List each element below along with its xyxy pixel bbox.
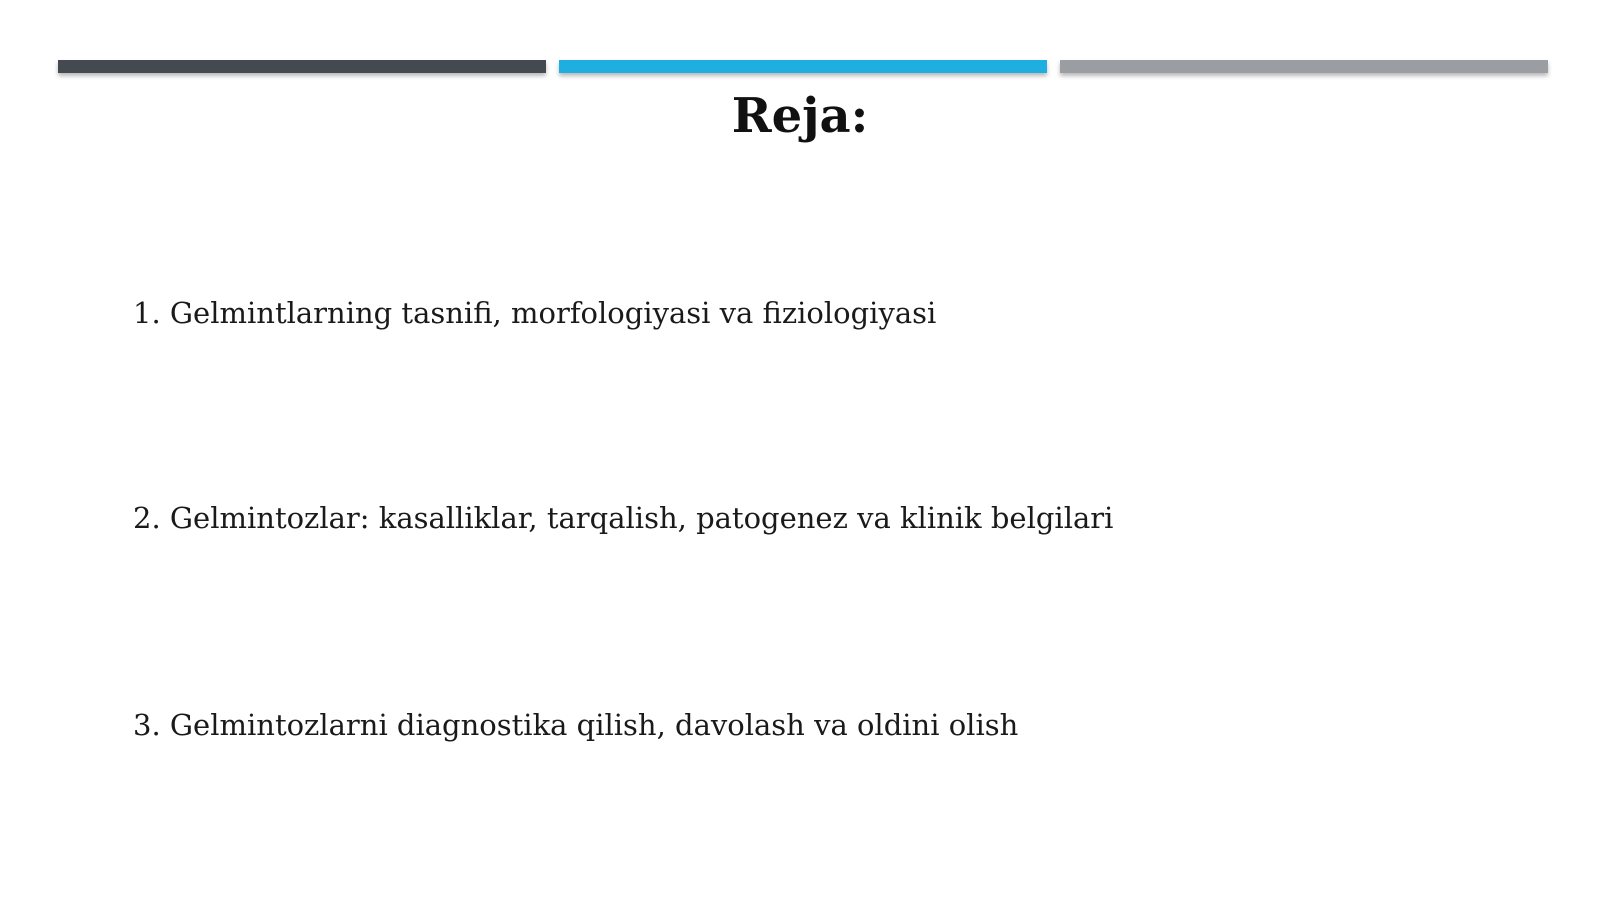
accent-bar-blue bbox=[559, 60, 1047, 73]
accent-bar-gray bbox=[1060, 60, 1548, 73]
plan-item: 3. Gelmintozlarni diagnostika qilish, davolash va oldini olish bbox=[133, 708, 1019, 742]
slide-title: Reja: bbox=[731, 88, 869, 144]
plan-item: 1. Gelmintlarning tasnifi, morfologiyasi va fiziologiyasi bbox=[133, 296, 937, 330]
accent-bar-dark bbox=[58, 60, 546, 73]
plan-item: 2. Gelmintozlar: kasalliklar, tarqalish, patogenez va klinik belgilari bbox=[133, 501, 1114, 535]
